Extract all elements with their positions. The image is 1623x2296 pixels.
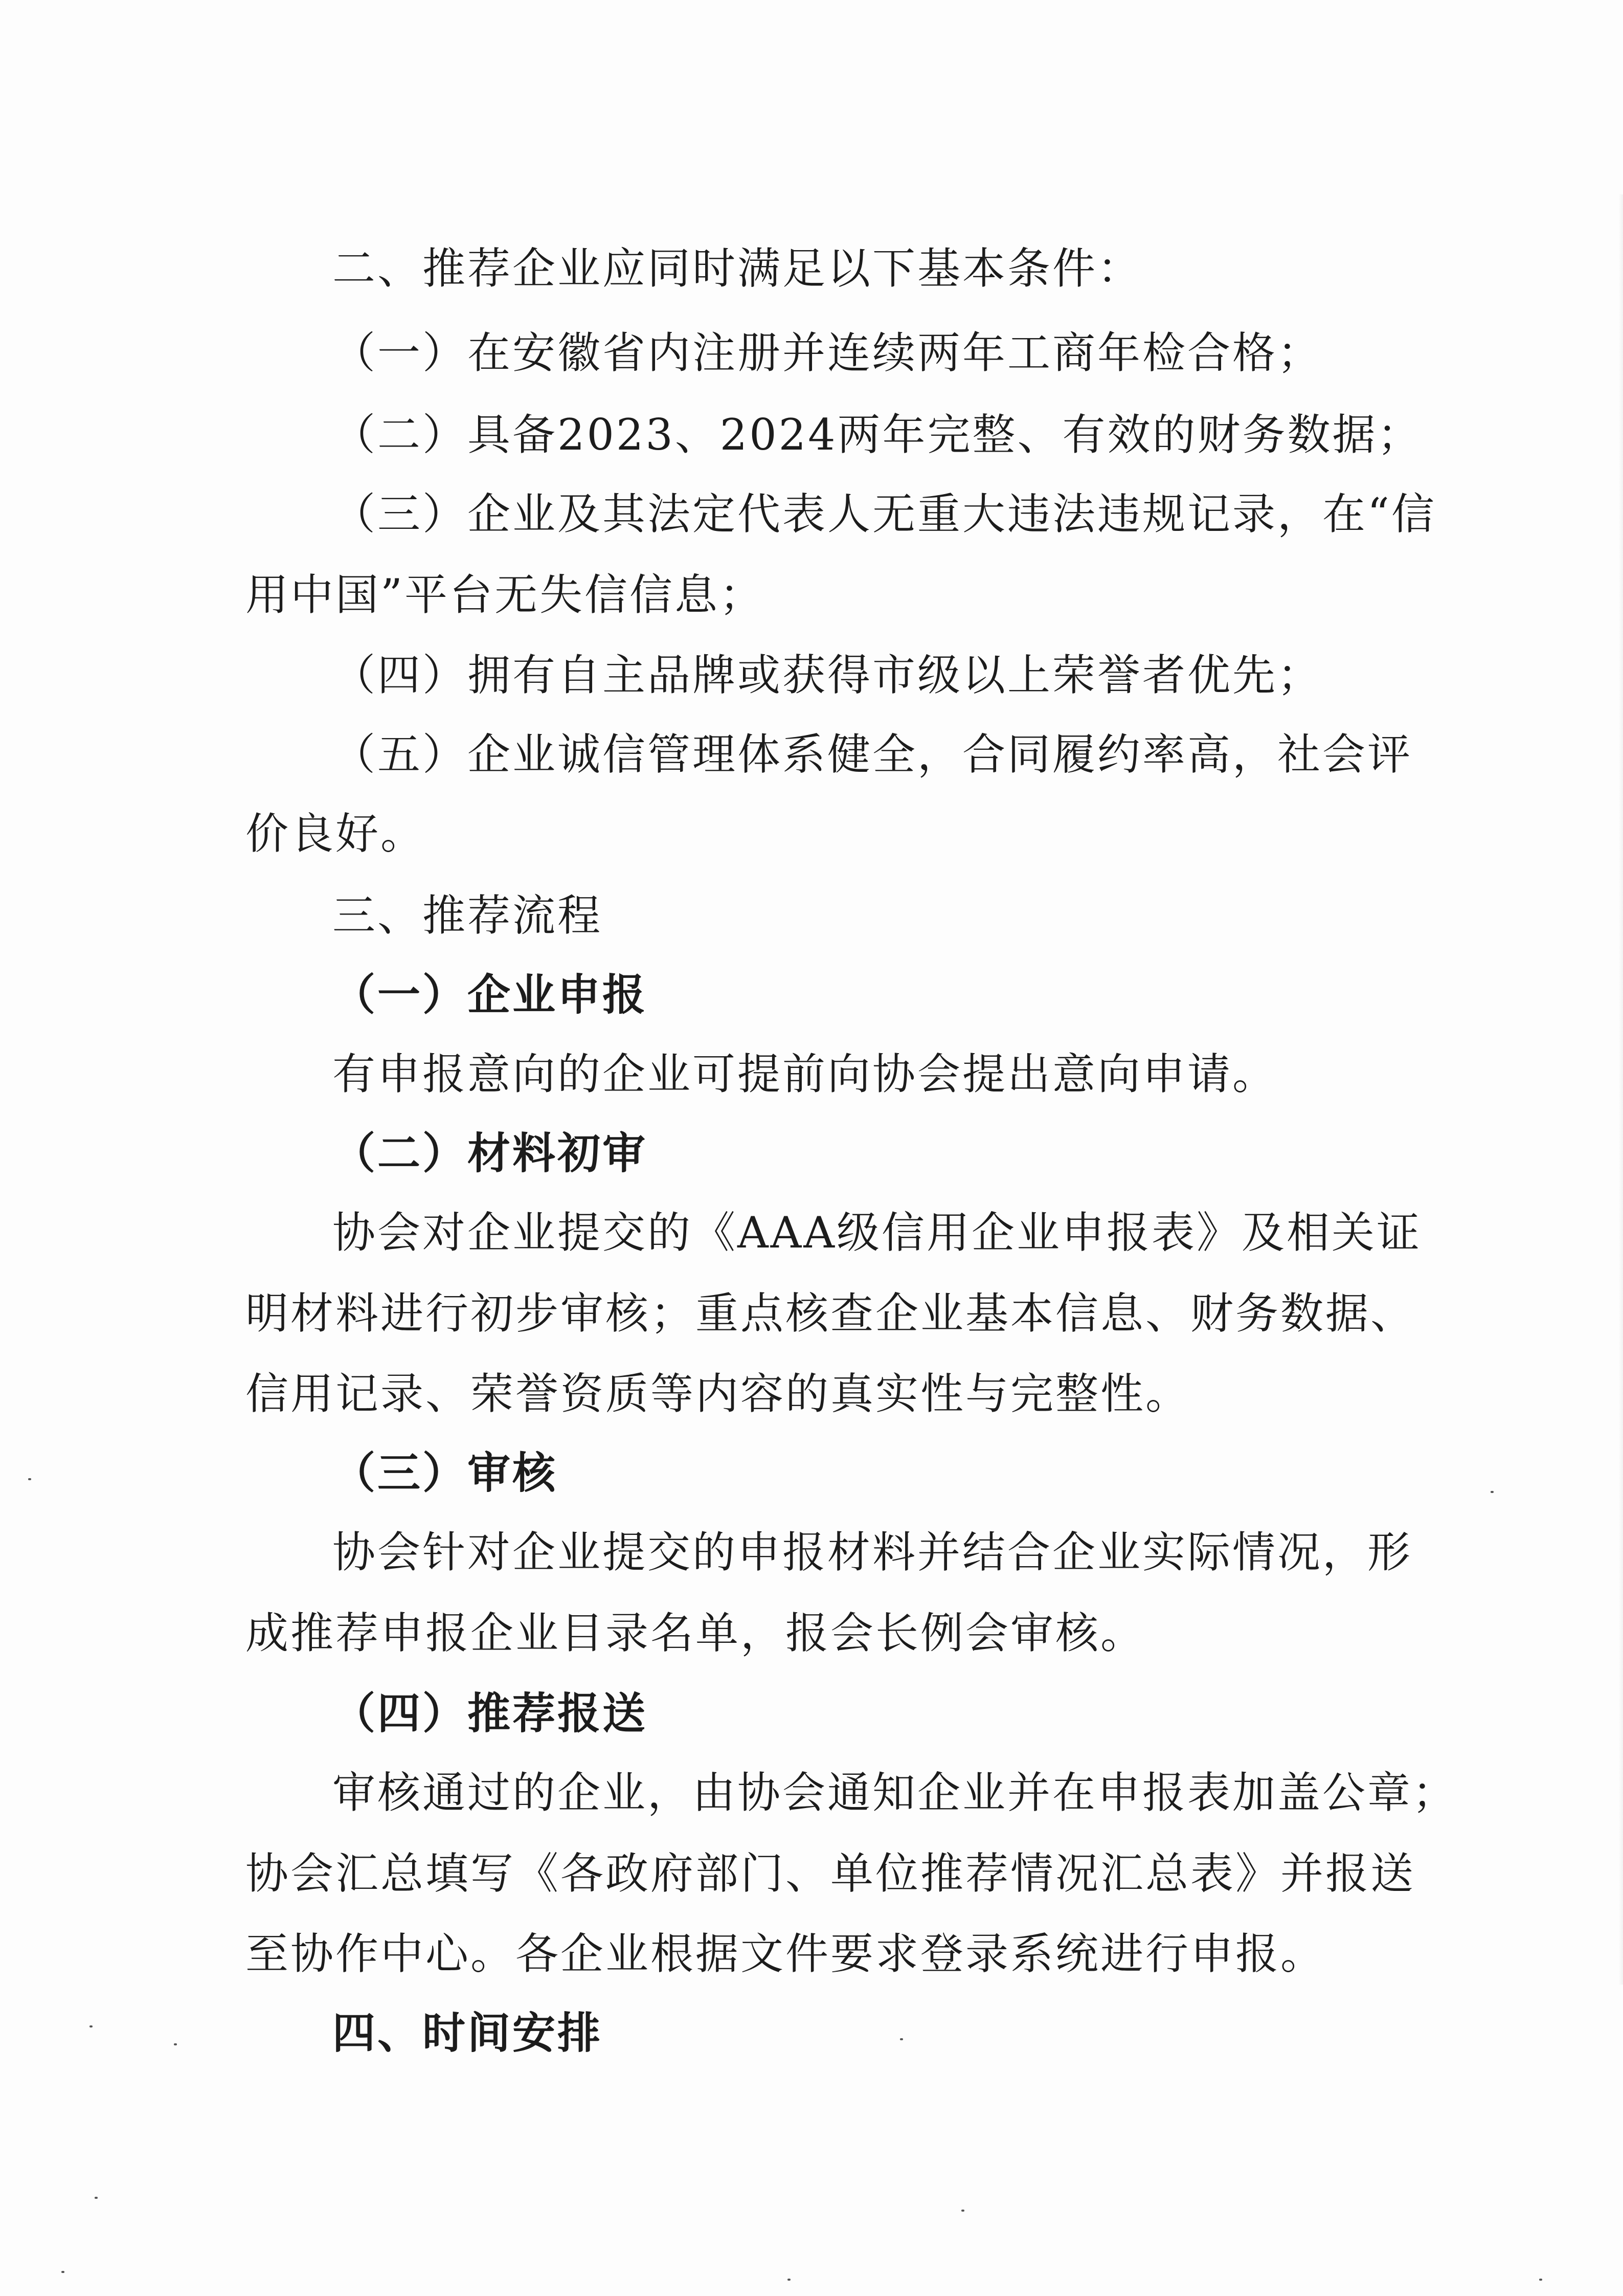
scan-speck <box>95 2197 98 2199</box>
process-step-4-heading: （四）推荐报送 <box>332 1688 648 1738</box>
section-heading-process: 三、推荐流程 <box>332 890 603 941</box>
process-step-2-heading: （二）材料初审 <box>332 1128 648 1178</box>
scan-speck <box>787 2279 791 2281</box>
process-step-4-text-cont-1: 协会汇总填写《各政府部门、单位推荐情况汇总表》并报送 <box>245 1848 1416 1899</box>
scan-speck <box>174 2043 177 2045</box>
process-step-2-text-cont-1: 明材料进行初步审核；重点核查企业基本信息、财务数据、 <box>245 1288 1416 1339</box>
process-step-2-text: 协会对企业提交的《AAA级信用企业申报表》及相关证 <box>332 1208 1422 1258</box>
condition-item-2: （二）具备2023、2024两年完整、有效的财务数据； <box>332 410 1423 460</box>
condition-item-5: （五）企业诚信管理体系健全，合同履约率高，社会评 <box>332 729 1413 779</box>
process-step-3-text: 协会针对企业提交的申报材料并结合企业实际情况，形 <box>332 1527 1413 1577</box>
section-heading-conditions: 二、推荐企业应同时满足以下基本条件： <box>332 243 1143 294</box>
scan-speck <box>961 2210 964 2212</box>
scan-edge-shadow <box>1618 194 1623 1985</box>
condition-item-3-cont: 用中国”平台无失信信息； <box>245 570 764 620</box>
process-step-1-heading: （一）企业申报 <box>332 969 648 1020</box>
process-step-4-text-cont-2: 至协作中心。各企业根据文件要求登录系统进行申报。 <box>245 1929 1326 1979</box>
process-step-1-text: 有申报意向的企业可提前向协会提出意向申请。 <box>332 1049 1278 1099</box>
section-heading-schedule: 四、时间安排 <box>332 2008 603 2058</box>
scan-speck <box>89 2025 93 2027</box>
process-step-4-text: 审核通过的企业，由协会通知企业并在申报表加盖公章； <box>332 1768 1458 1818</box>
scan-speck <box>28 1478 31 1480</box>
process-step-2-text-cont-2: 信用记录、荣誉资质等内容的真实性与完整性。 <box>245 1369 1191 1419</box>
condition-item-4: （四）拥有自主品牌或获得市级以上荣誉者优先； <box>332 650 1323 700</box>
scan-speck <box>900 2038 903 2040</box>
condition-item-5-cont: 价良好。 <box>245 809 426 859</box>
condition-item-3: （三）企业及其法定代表人无重大违法违规记录，在“信 <box>332 489 1436 539</box>
process-step-3-heading: （三）审核 <box>332 1447 558 1498</box>
scan-speck <box>1491 1491 1494 1493</box>
scan-speck <box>61 2271 64 2273</box>
process-step-3-text-cont: 成推荐申报企业目录名单，报会长例会审核。 <box>245 1608 1146 1658</box>
condition-item-1: （一）在安徽省内注册并连续两年工商年检合格； <box>332 328 1323 378</box>
scan-speck <box>1539 2279 1542 2281</box>
